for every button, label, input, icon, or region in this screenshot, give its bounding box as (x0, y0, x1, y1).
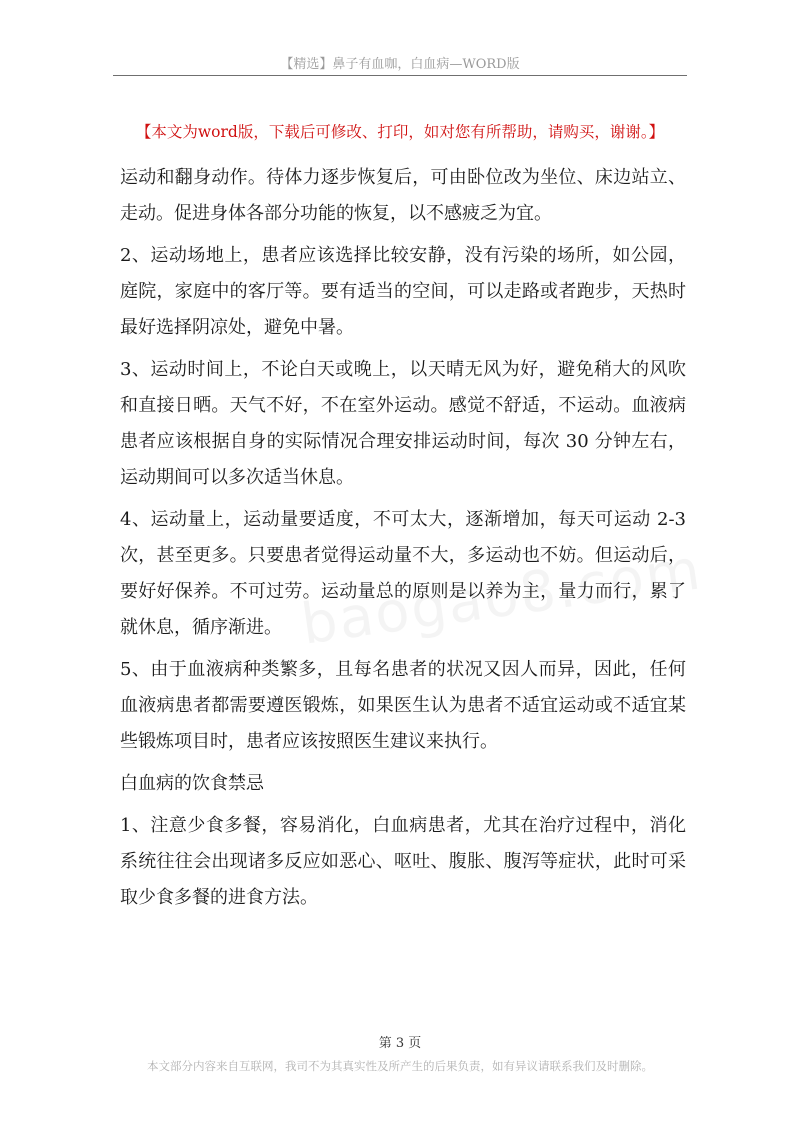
page-footer: 本文部分内容来自互联网，我司不为其真实性及所产生的后果负责，如有异议请联系我们及时删除。 (147, 1059, 653, 1073)
paragraph: 3、运动时间上，不论白天或晚上，以天晴无风为好，避免稍大的风吹和直接日晒。天气不好，不在室外运动。感觉不舒适，不运动。血液病患者应该根据自身的实际情况合理安排运动时间，每次 30 分钟左右，运动期间可以多次适当休息。 (120, 359, 686, 488)
paragraph: 4、运动量上，运动量要适度，不可太大，逐渐增加，每天可运动 2-3 次，甚至更多。只要患者觉得运动量不大，多运动也不妨。但运动后，要好好保养。不可过劳。运动量总的原则是以养为主，量力而行，累了就休息，循序渐进。 (120, 509, 686, 638)
section-heading: 白血病的饮食禁忌 (120, 773, 264, 794)
paragraph: 2、运动场地上，患者应该选择比较安静，没有污染的场所，如公园，庭院，家庭中的客厅等。要有适当的空间，可以走路或者跑步，天热时最好选择阴凉处，避免中暑。 (120, 245, 686, 338)
page-header: 【精选】鼻子有血咖，白血病—WORD版 (280, 57, 520, 72)
paragraph: 运动和翻身动作。待体力逐步恢复后，可由卧位改为坐位、床边站立、走动。促进身体各部分功能的恢复，以不感疲乏为宜。 (120, 167, 686, 224)
paragraph: 1、注意少食多餐，容易消化，白血病患者，尤其在治疗过程中，消化系统往往会出现诸多反应如恶心、呕吐、腹胀、腹泻等症状，此时可采取少食多餐的进食方法。 (120, 815, 686, 908)
download-notice: 【本文为word版，下载后可修改、打印，如对您有所帮助，请购买，谢谢。】 (135, 123, 665, 141)
page-number: 第 3 页 (378, 1036, 422, 1051)
header-divider (113, 75, 687, 76)
body-text (120, 160, 686, 922)
paragraph: 5、由于血液病种类繁多，且每名患者的状况又因人而异，因此，任何血液病患者都需要遵医锻炼，如果医生认为患者不适宜运动或不适宜某些锻炼项目时，患者应该按照医生建议来执行。 (120, 659, 686, 752)
